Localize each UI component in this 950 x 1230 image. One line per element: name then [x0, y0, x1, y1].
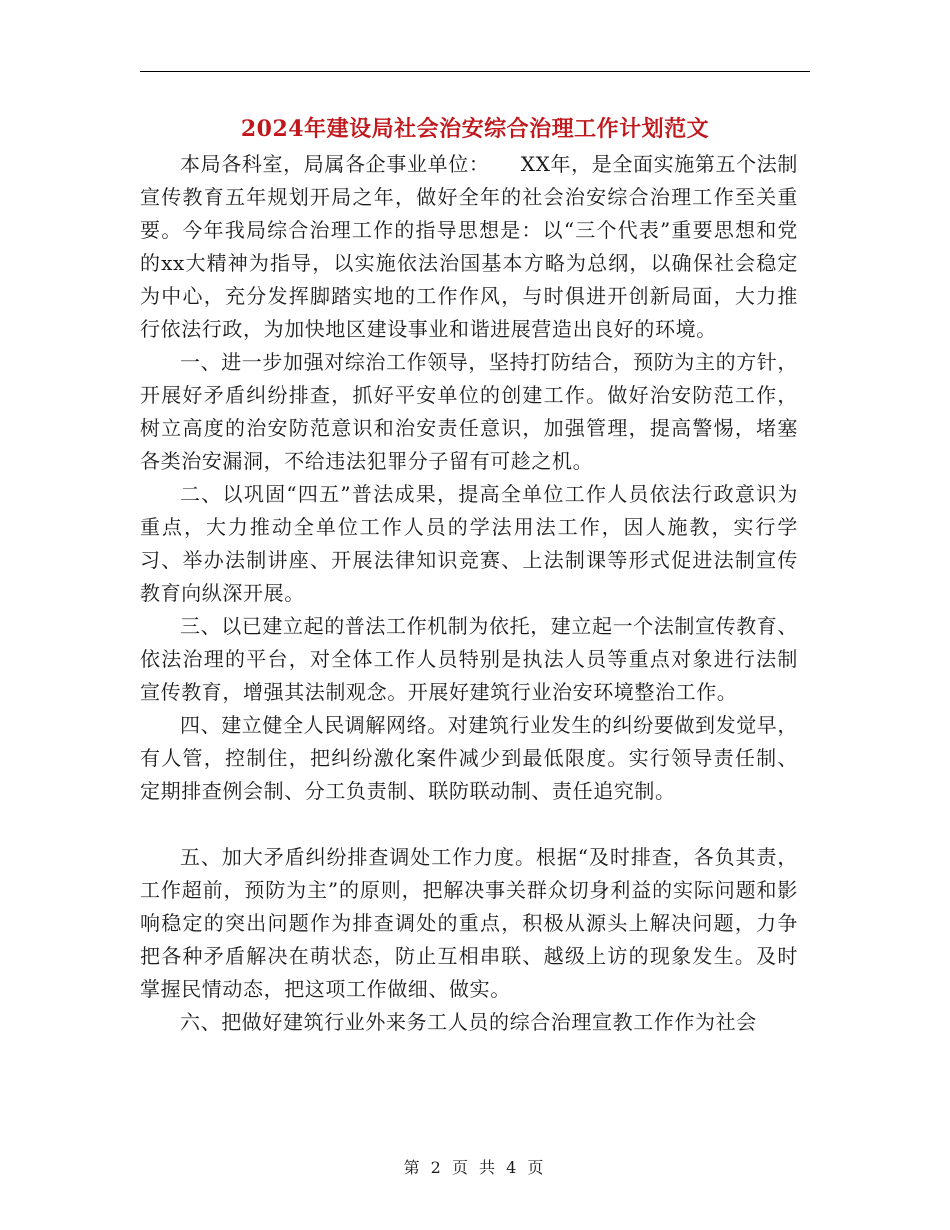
paragraph-item-4: 四、建立健全人民调解网络。对建筑行业发生的纠纷要做到发觉早，有人管，控制住，把纠纷激化案件减少到最低限度。实行领导责任制、定期排查例会制、分工负责制、联防联动制、责任追究制。 — [140, 713, 798, 803]
paragraph-item-2: 二、以巩固“四五”普法成果，提高全单位工作人员依法行政意识为重点，大力推动全单位工作人员的学法用法工作，因人施教，实行学习、举办法制讲座、开展法律知识竞赛、上法制课等形式促进法制宣传教育向纵深开展。 — [140, 482, 798, 605]
paragraph-intro: 本局各科室，局属各企事业单位： XX年，是全面实施第五个法制宣传教育五年规划开局之年，做好全年的社会治安综合治理工作至关重要。今年我局综合治理工作的指导思想是：以“三个代表”重要思想和党的xx大精神为指导，以实施依法治国基本方略为总纲，以确保社会稳定为中心，充分发挥脚踏实地的工作作风，与时俱进开创新局面，大力推行依法行政，为加快地区建设事业和谐进展营造出良好的环境。 — [140, 152, 798, 341]
document-body — [140, 148, 798, 1039]
header-rule — [140, 71, 810, 72]
paragraph-item-3: 三、以已建立起的普法工作机制为依托，建立起一个法制宣传教育、依法治理的平台，对全体工作人员特别是执法人员等重点对象进行法制宣传教育，增强其法制观念。开展好建筑行业治安环境整治工作。 — [140, 614, 798, 704]
paragraph-item-5: 五、加大矛盾纠纷排查调处工作力度。根据“及时排查，各负其责，工作超前，预防为主”的原则，把解决事关群众切身利益的实际问题和影响稳定的突出问题作为排查调处的重点，积极从源头上解决问题，力争把各种矛盾解决在萌状态，防止互相串联、越级上访的现象发生。及时掌握民情动态，把这项工作做细、做实。 — [140, 845, 798, 1001]
page-number: 第 2 页 共 4 页 — [403, 1158, 547, 1177]
paragraph-item-1: 一、进一步加强对综治工作领导，坚持打防结合，预防为主的方针，开展好矛盾纠纷排查，抓好平安单位的创建工作。做好治安防范工作，树立高度的治安防范意识和治安责任意识，加强管理，提高警惕，堵塞各类治安漏洞，不给违法犯罪分子留有可趁之机。 — [140, 350, 798, 473]
paragraph-item-6: 六、把做好建筑行业外来务工人员的综合治理宣教工作作为社会 — [180, 1010, 757, 1034]
document-title: 2024年建设局社会治安综合治理工作计划范文 — [240, 116, 710, 142]
